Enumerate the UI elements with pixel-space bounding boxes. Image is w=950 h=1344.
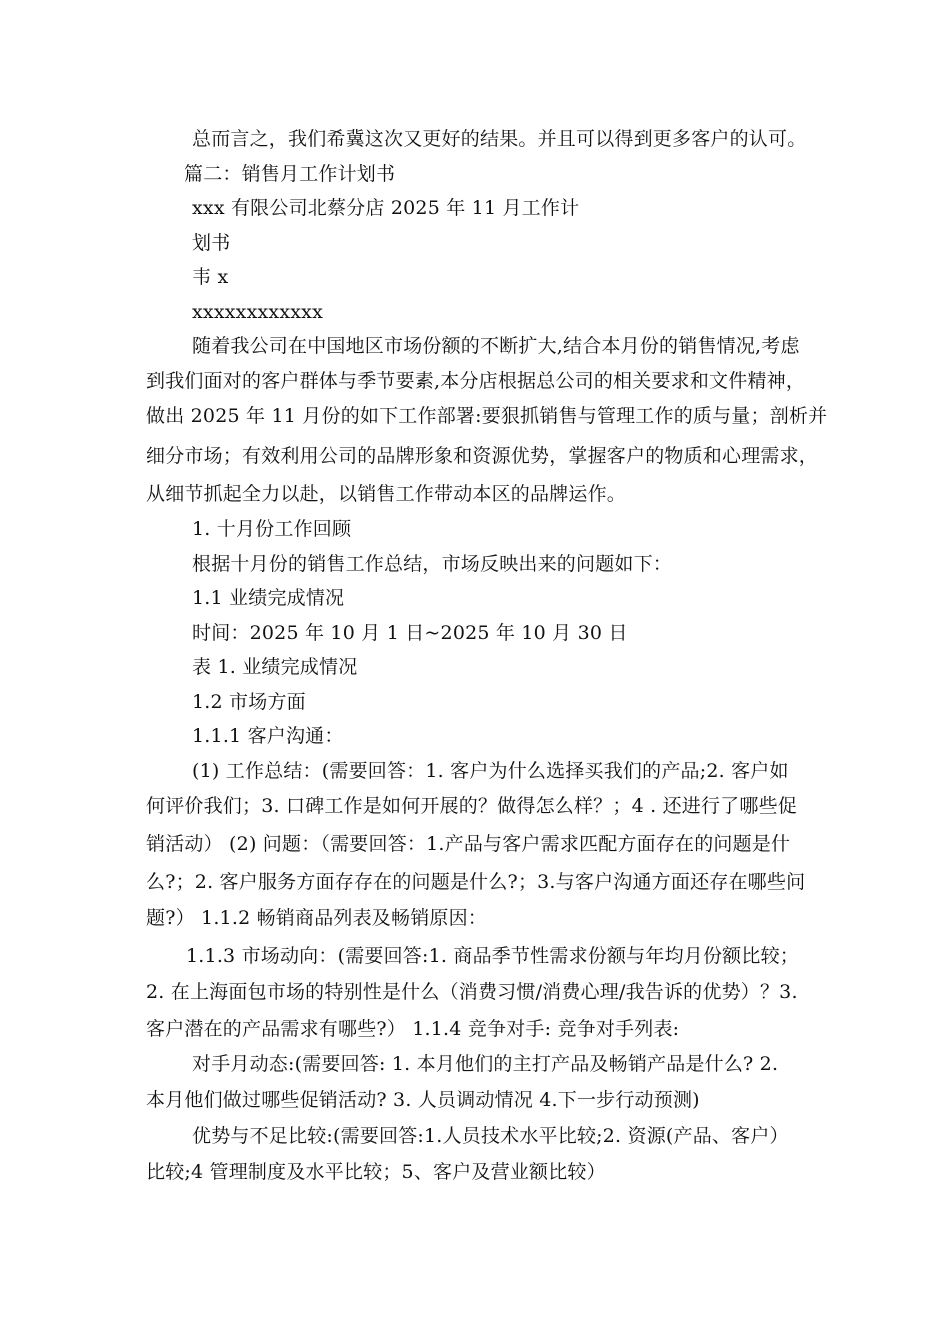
plan-title-line: xxx 有限公司北蔡分店 2025 年 11 月工作计 [192, 197, 580, 219]
paragraph-line: 何评价我们；3. 口碑工作是如何开展的？做得怎么样？；4 . 还进行了哪些促 [146, 795, 797, 817]
paragraph-line: 对手月动态:(需要回答: 1. 本月他们的主打产品及畅销产品是什么? 2. [192, 1053, 779, 1075]
section-heading: 篇二：销售月工作计划书 [184, 163, 396, 185]
paragraph-line: 随着我公司在中国地区市场份额的不断扩大,结合本月份的销售情况,考虑 [192, 335, 800, 357]
paragraph-line: 从细节抓起全力以赴，以销售工作带动本区的品牌运作。 [146, 483, 627, 505]
subsection-heading: 1.1.1 客户沟通： [192, 725, 344, 747]
paragraph-line: 2. 在上海面包市场的特别性是什么（消费习惯/消费心理/我告诉的优势）？3. [146, 981, 798, 1003]
paragraph-line: 优势与不足比较:(需要回答:1.人员技术水平比较;2. 资源(产品、客户） [192, 1125, 789, 1147]
paragraph-line: 细分市场；有效利用公司的品牌形象和资源优势，掌握客户的物质和心理需求， [146, 445, 819, 467]
paragraph-line: 根据十月份的销售工作总结，市场反映出来的问题如下： [192, 553, 673, 575]
paragraph-line: 1.1.3 市场动向：(需要回答:1. 商品季节性需求份额与年均月份额比较； [186, 945, 799, 967]
placeholder-line: xxxxxxxxxxxx [192, 301, 323, 323]
paragraph-line: 题?） 1.1.2 畅销商品列表及畅销原因： [146, 907, 488, 929]
paragraph-line: 本月他们做过哪些促销活动? 3. 人员调动情况 4.下一步行动预测) [146, 1089, 700, 1111]
paragraph-line: 比较;4 管理制度及水平比较；5、客户及营业额比较） [146, 1161, 606, 1183]
paragraph-line: 到我们面对的客户群体与季节要素,本分店根据总公司的相关要求和文件精神， [146, 370, 806, 392]
paragraph-line: 客户潜在的产品需求有哪些?） 1.1.4 竞争对手: 竞争对手列表: [146, 1018, 680, 1040]
plan-title-line: 划书 [192, 232, 231, 254]
subsection-heading: 1.1 业绩完成情况 [192, 587, 345, 609]
subsection-heading: 1.2 市场方面 [192, 691, 306, 713]
author-line: 韦 x [192, 266, 229, 288]
paragraph-line: 总而言之，我们希冀这次又更好的结果。并且可以得到更多客户的认可。 [192, 128, 807, 150]
section-heading: 1. 十月份工作回顾 [192, 518, 352, 540]
paragraph-line: 时间：2025 年 10 月 1 日~2025 年 10 月 30 日 [192, 622, 628, 644]
paragraph-line: (1) 工作总结：(需要回答：1. 客户为什么选择买我们的产品;2. 客户如 [192, 760, 789, 782]
paragraph-line: 做出 2025 年 11 月份的如下工作部署:要狠抓销售与管理工作的质与量；剖析并 [146, 405, 828, 427]
paragraph-line: 销活动） (2) 问题：（需要回答：1.产品与客户需求匹配方面存在的问题是什 [146, 833, 791, 855]
paragraph-line: 么?；2. 客户服务方面存存在的问题是什么?；3.与客户沟通方面还存在哪些问 [146, 871, 806, 893]
table-caption: 表 1. 业绩完成情况 [192, 656, 358, 678]
